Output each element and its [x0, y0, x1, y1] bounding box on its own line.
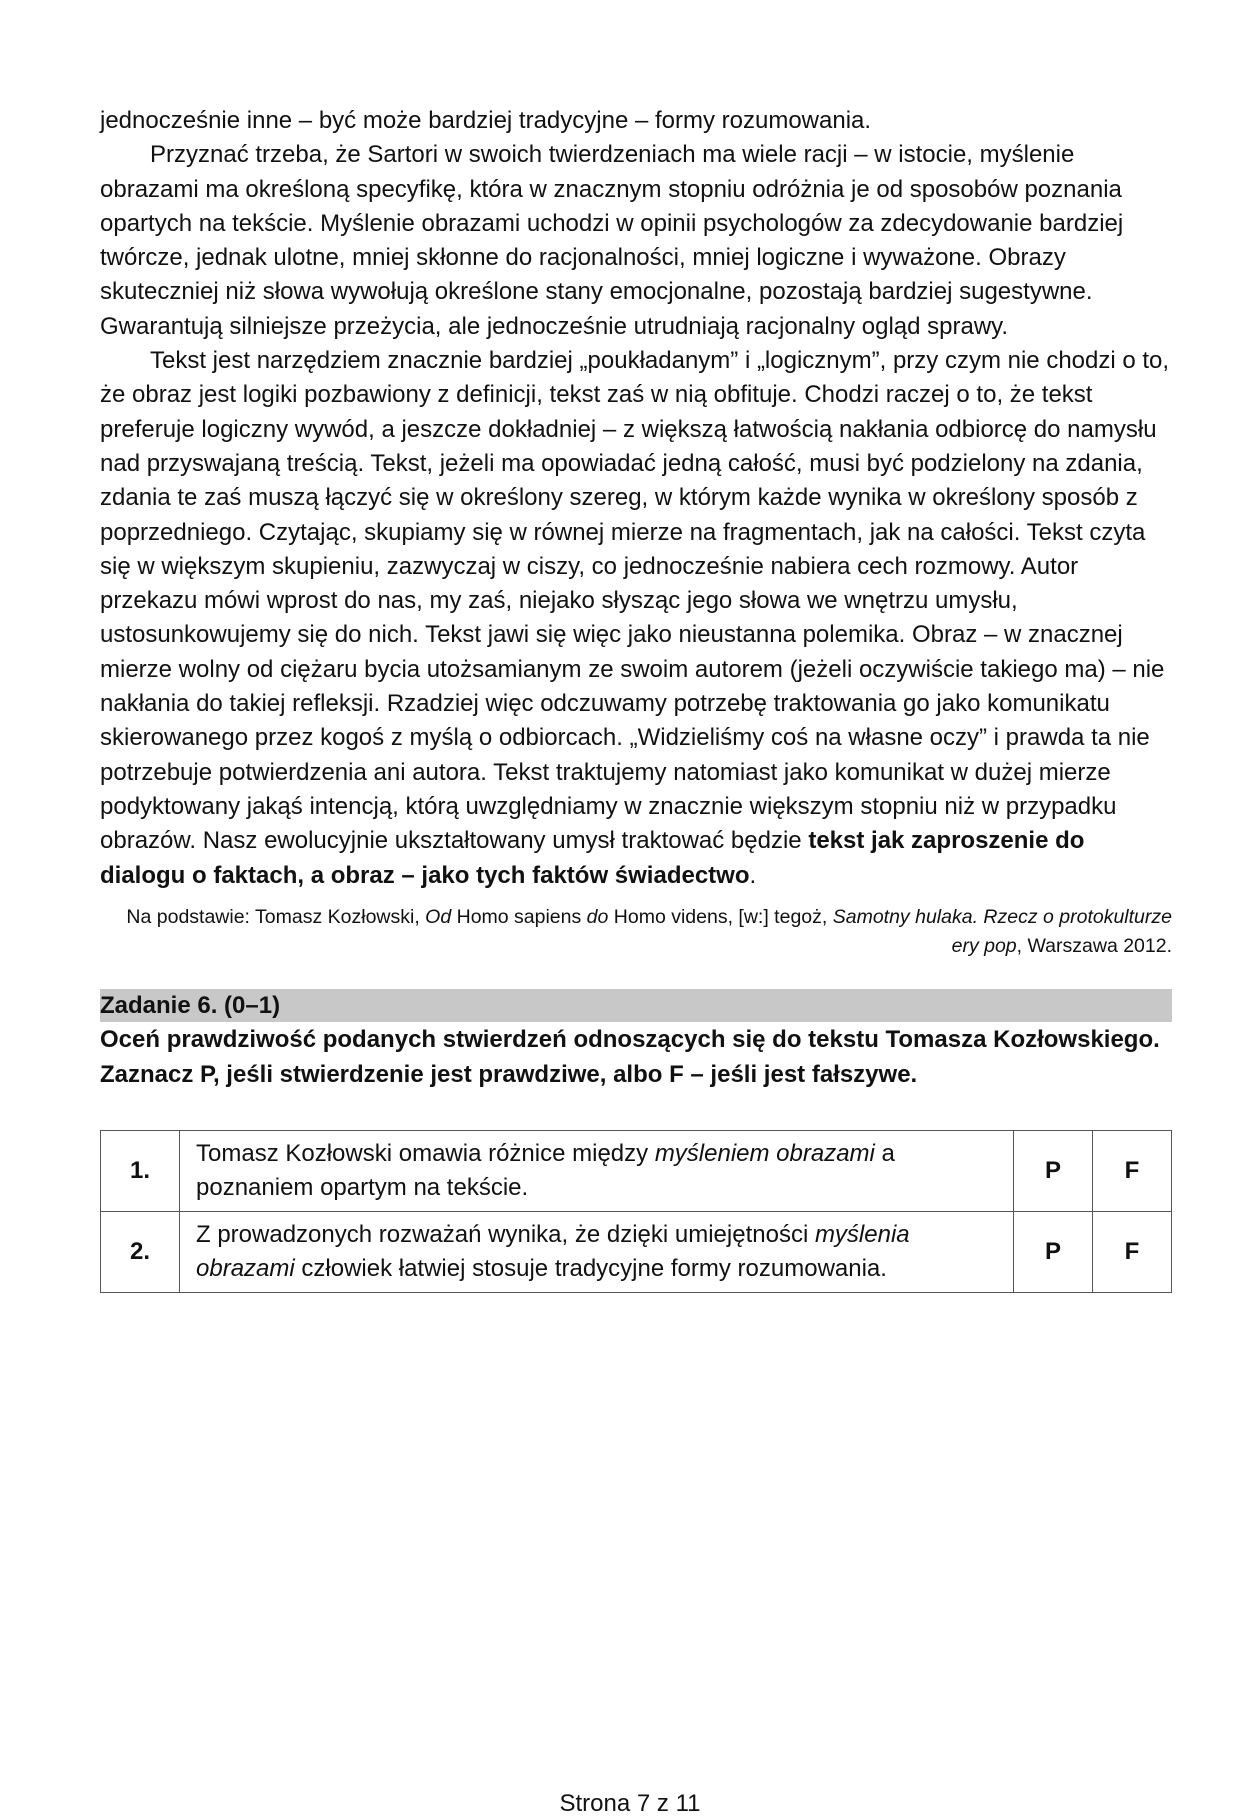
passage-paragraph-0: jednocześnie inne – być może bardziej tradycyjne – formy rozumowania.	[100, 107, 872, 134]
option-f[interactable]: F	[1093, 1130, 1172, 1211]
statement-text-part: a poznaniem opartym na tekście.	[196, 1139, 895, 1201]
source-homo-videns: Homo videns, [w:] tegoż,	[608, 905, 833, 928]
statement-text-part: człowiek łatwiej stosuje tradycyjne formy rozumowania.	[294, 1254, 887, 1282]
statement-number: 2.	[101, 1211, 180, 1292]
passage-paragraph-2	[100, 344, 1172, 893]
source-citation	[100, 903, 1172, 961]
passage	[100, 104, 1172, 893]
true-false-table	[100, 1130, 1172, 1293]
passage-bold-conclusion: tekst jak zaproszenie do dialogu o faktach, a obraz – jako tych faktów świadectwo	[100, 827, 1085, 889]
source-homo-sapiens: Homo sapiens	[451, 905, 587, 928]
source-do: do	[586, 905, 609, 928]
page-footer: Strona 7 z 11	[559, 1790, 701, 1817]
source-od: Od	[425, 905, 452, 928]
passage-paragraph-1: Przyznać trzeba, że Sartori w swoich twierdzeniach ma wiele racji – w istocie, myślenie obrazami ma określoną specyfikę, która w znacznym stopniu odróżnia je od sposobów poznania opartych na tekście. Myślenie obrazami uchodzi w opinii psychologów za zdecydowanie bardziej twórcze, jednak ulotne, mniej skłonne do racjonalności, mniej logiczne i wyważone. Obrazy skuteczniej niż słowa wywołują określone stany emocjonalne, pozostają bardziej sugestywne. Gwarantują silniejsze przeżycia, ale jednocześnie utrudniają racjonalny ogląd sprawy.	[100, 141, 1124, 340]
statement-text	[180, 1211, 1014, 1292]
table-row	[101, 1211, 1172, 1292]
statement-italic: myśleniem obrazami	[654, 1139, 875, 1167]
source-prefix: Na podstawie: Tomasz Kozłowski,	[126, 905, 426, 928]
option-p[interactable]: P	[1014, 1211, 1093, 1292]
option-f[interactable]: F	[1093, 1211, 1172, 1292]
statement-text	[180, 1130, 1014, 1211]
statement-text-part: Z prowadzonych rozważań wynika, że dzięki umiejętności	[196, 1220, 815, 1248]
passage-paragraph-2-text: Tekst jest narzędziem znacznie bardziej „poukładanym” i „logicznym”, przy czym nie chodzi o to, że obraz jest logiki pozbawiony z definicji, tekst zaś w nią obfituje. Chodzi raczej o to, że tekst preferuje logiczny wywód, a jeszcze dokładniej – z większą łatwością nakłania odbiorcę do namysłu nad przyswajaną treścią. Tekst, jeżeli ma opowiadać jedną całość, musi być podzielony na zdania, zdania te zaś muszą łączyć się w określony szereg, w którym każde wynika w określony sposób z poprzedniego. Czytając, skupiamy się w równej mierze na fragmentach, jak na całości. Tekst czyta się w większym skupieniu, zazwyczaj w ciszy, co jednocześnie nabiera cech rozmowy. Autor przekazu mówi wprost do nas, my zaś, niejako słysząc jego słowa we wnętrzu umysłu, ustosunkowujemy się do nich. Tekst jawi się więc jako nieustanna polemika. Obraz – w znacznej mierze wolny od ciężaru bycia utożsamianym ze swoim autorem (jeżeli oczywiście takiego ma) – nie nakłania do takiej refleksji. Rzadziej więc odczuwamy potrzebę traktowania go jako komunikatu skierowanego przez kogoś z myślą o odbiorcach. „Widzieliśmy coś na własne oczy” i prawda ta nie potrzebuje potwierdzenia ani autora. Tekst traktujemy natomiast jako komunikat w dużej mierze podyktowany jakąś intencją, którą uwzględniamy w znacznie większym stopniu niż w przypadku obrazów. Nasz ewolucyjnie ukształtowany umysł traktować będzie	[100, 347, 1170, 855]
passage-period: .	[749, 861, 757, 889]
task-instruction: Oceń prawdziwość podanych stwierdzeń odnoszących się do tekstu Tomasza Kozłowskiego. Zaznacz P, jeśli stwierdzenie jest prawdziwe, albo F – jeśli jest fałszywe.	[100, 1025, 1160, 1088]
statement-text-part: Tomasz Kozłowski omawia różnice między	[196, 1139, 655, 1167]
exam-page	[100, 104, 1172, 1293]
statement-number: 1.	[101, 1130, 180, 1211]
task-header: Zadanie 6. (0–1)	[100, 989, 1172, 1022]
table-row	[101, 1130, 1172, 1211]
source-book-title: Samotny hulaka. Rzecz o protokulturze ery pop	[832, 905, 1172, 957]
option-p[interactable]: P	[1014, 1130, 1093, 1211]
statement-italic: myślenia obrazami	[196, 1220, 910, 1282]
source-suffix: , Warszawa 2012.	[1016, 934, 1172, 957]
